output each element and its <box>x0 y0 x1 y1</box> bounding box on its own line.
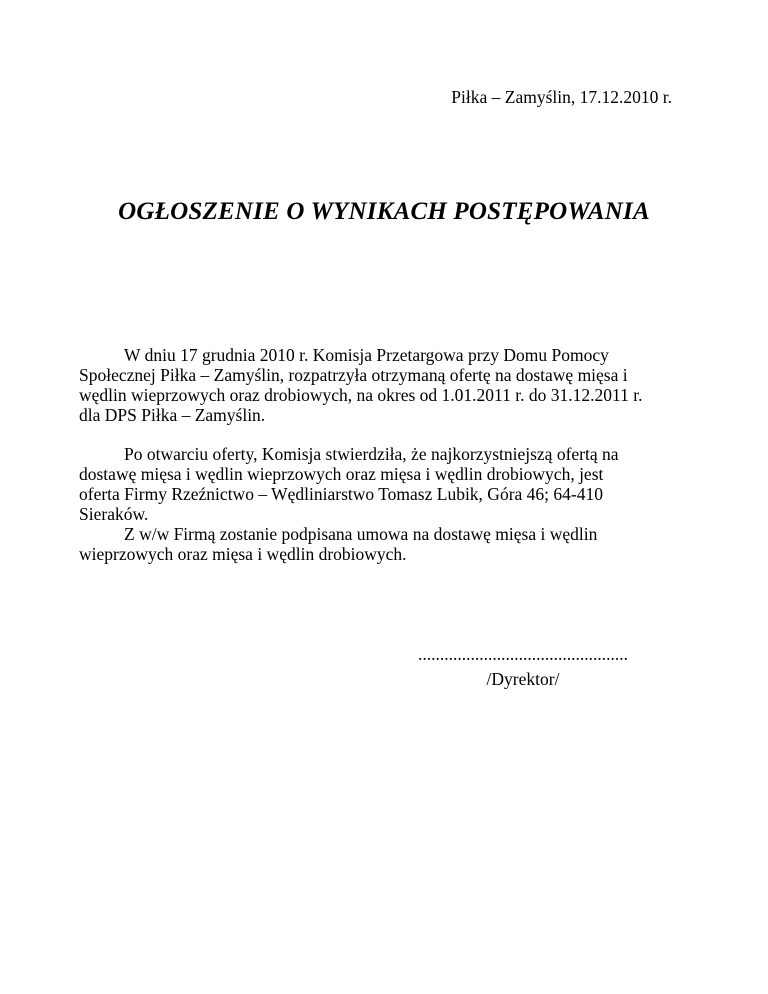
paragraph-2-line-1: Po otwarciu oferty, Komisja stwierdziła, że najkorzystniejszą ofertą na <box>124 444 619 464</box>
paragraph-1-line-1: W dniu 17 grudnia 2010 r. Komisja Przetargowa przy Domu Pomocy <box>124 345 609 365</box>
signature-line: ................................................ <box>418 644 628 664</box>
paragraph-1-line-4: dla DPS Piłka – Zamyślin. <box>79 405 266 425</box>
signature-role: /Dyrektor/ <box>486 669 560 689</box>
paragraph-1-line-2: Społecznej Piłka – Zamyślin, rozpatrzyła otrzymaną ofertę na dostawę mięsa i <box>79 365 628 385</box>
paragraph-3-line-1: Z w/w Firmą zostanie podpisana umowa na dostawę mięsa i wędlin <box>124 524 598 544</box>
place-date: Piłka – Zamyślin, 17.12.2010 r. <box>451 87 672 107</box>
paragraph-2-line-2: dostawę mięsa i wędlin wieprzowych oraz mięsa i wędlin drobiowych, jest <box>79 464 604 484</box>
paragraph-2-line-3: oferta Firmy Rzeźnictwo – Wędliniarstwo Tomasz Lubik, Góra 46; 64-410 <box>79 484 603 504</box>
signature-block <box>410 644 636 689</box>
paragraph-2-line-4: Sieraków. <box>79 504 149 524</box>
paragraph-3-line-2: wieprzowych oraz mięsa i wędlin drobiowych. <box>79 544 407 564</box>
paragraph-1-line-3: wędlin wieprzowych oraz drobiowych, na okres od 1.01.2011 r. do 31.12.2011 r. <box>79 385 643 405</box>
announcement-title: OGŁOSZENIE O WYNIKACH POSTĘPOWANIA <box>118 198 650 225</box>
